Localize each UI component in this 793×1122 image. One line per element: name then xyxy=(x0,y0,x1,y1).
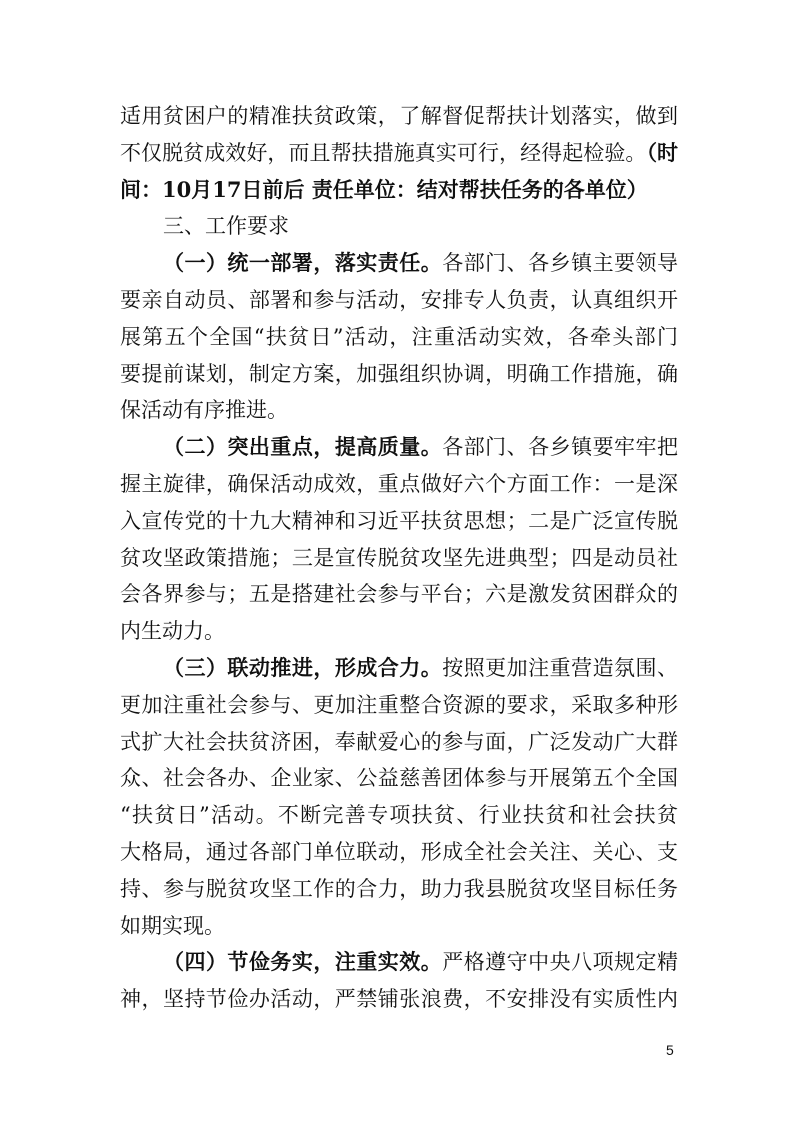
bold-heading: （四）节俭务实，注重实效。 xyxy=(163,949,443,975)
text-line xyxy=(120,98,678,135)
body-text: 按照更加注重营造氛围、 xyxy=(442,655,679,680)
body-text: 握主旋律，确保活动成效，重点做好六个方面工作：一是深 xyxy=(120,471,678,496)
text-line xyxy=(120,319,678,356)
body-text: 保活动有序推进。 xyxy=(120,398,288,423)
text-line xyxy=(120,613,678,650)
text-line xyxy=(120,282,678,319)
body-text: 各部门、各乡镇要牢牢把 xyxy=(442,435,679,460)
text-line xyxy=(120,208,678,245)
body-text: 内生动力。 xyxy=(120,619,225,644)
bold-heading: （三）联动推进，形成合力。 xyxy=(163,654,443,680)
bold-heading: （一）统一部署，落实责任。 xyxy=(163,250,443,276)
text-line xyxy=(120,760,678,797)
body-text: 入宣传党的十九大精神和习近平扶贫思想；二是广泛宣传脱 xyxy=(120,508,678,533)
text-line xyxy=(120,871,678,908)
body-text: 会各界参与；五是搭建社会参与平台；六是激发贫困群众的 xyxy=(120,582,678,607)
text-line xyxy=(120,356,678,393)
text-line xyxy=(120,981,678,1018)
text-line xyxy=(120,245,678,282)
body-text: 贫攻坚政策措施；三是宣传脱贫攻坚先进典型；四是动员社 xyxy=(120,545,678,570)
body-text: 如期实现。 xyxy=(120,913,225,938)
text-line xyxy=(120,797,678,834)
body-text: 适用贫困户的精准扶贫政策，了解督促帮扶计划落实，做到 xyxy=(120,104,678,128)
text-line xyxy=(120,944,678,981)
body-text: 三、工作要求 xyxy=(163,214,289,239)
body-text: 不仅脱贫成效好，而且帮扶措施真实可行，经得起检验。 xyxy=(120,140,647,165)
body-text: 要亲自动员、部署和参与活动，安排专人负责，认真组织开 xyxy=(120,287,678,312)
text-line xyxy=(120,650,678,687)
text-line xyxy=(120,429,678,466)
text-line xyxy=(120,687,678,724)
text-line xyxy=(120,540,678,577)
body-text: 更加注重社会参与、更加注重整合资源的要求，采取多种形 xyxy=(120,692,678,717)
text-line xyxy=(120,503,678,540)
body-text: 严格遵守中央八项规定精 xyxy=(442,950,679,975)
document-body xyxy=(120,98,678,1018)
text-line xyxy=(120,135,678,172)
text-line xyxy=(120,576,678,613)
bold-heading: （二）突出重点，提高质量。 xyxy=(163,434,443,460)
body-text: 持、参与脱贫攻坚工作的合力，助力我县脱贫攻坚目标任务 xyxy=(120,876,678,901)
body-text: 要提前谋划，制定方案，加强组织协调，明确工作措施，确 xyxy=(120,361,678,386)
text-line xyxy=(120,724,678,761)
text-line xyxy=(120,466,678,503)
bold-heading: 间：10月17日前后 责任单位：结对帮扶任务的各单位） xyxy=(120,176,648,202)
page-number: 5 xyxy=(666,1042,674,1058)
text-line xyxy=(120,834,678,871)
bold-text: （时 xyxy=(646,139,679,165)
body-text: 众、社会各办、企业家、公益慈善团体参与开展第五个全国 xyxy=(120,766,678,791)
body-text: 大格局，通过各部门单位联动，形成全社会关注、关心、支 xyxy=(120,839,678,864)
body-text: “扶贫日”活动。不断完善专项扶贫、行业扶贫和社会扶贫 xyxy=(120,803,678,828)
text-line xyxy=(120,172,678,209)
body-text: 式扩大社会扶贫济困，奉献爱心的参与面，广泛发动广大群 xyxy=(120,729,678,754)
body-text: 展第五个全国“扶贫日”活动，注重活动实效，各牵头部门 xyxy=(120,324,678,349)
body-text: 各部门、各乡镇主要领导 xyxy=(442,251,679,276)
body-text: 神，坚持节俭办活动，严禁铺张浪费，不安排没有实质性内 xyxy=(120,987,678,1012)
text-line xyxy=(120,908,678,945)
text-line xyxy=(120,392,678,429)
